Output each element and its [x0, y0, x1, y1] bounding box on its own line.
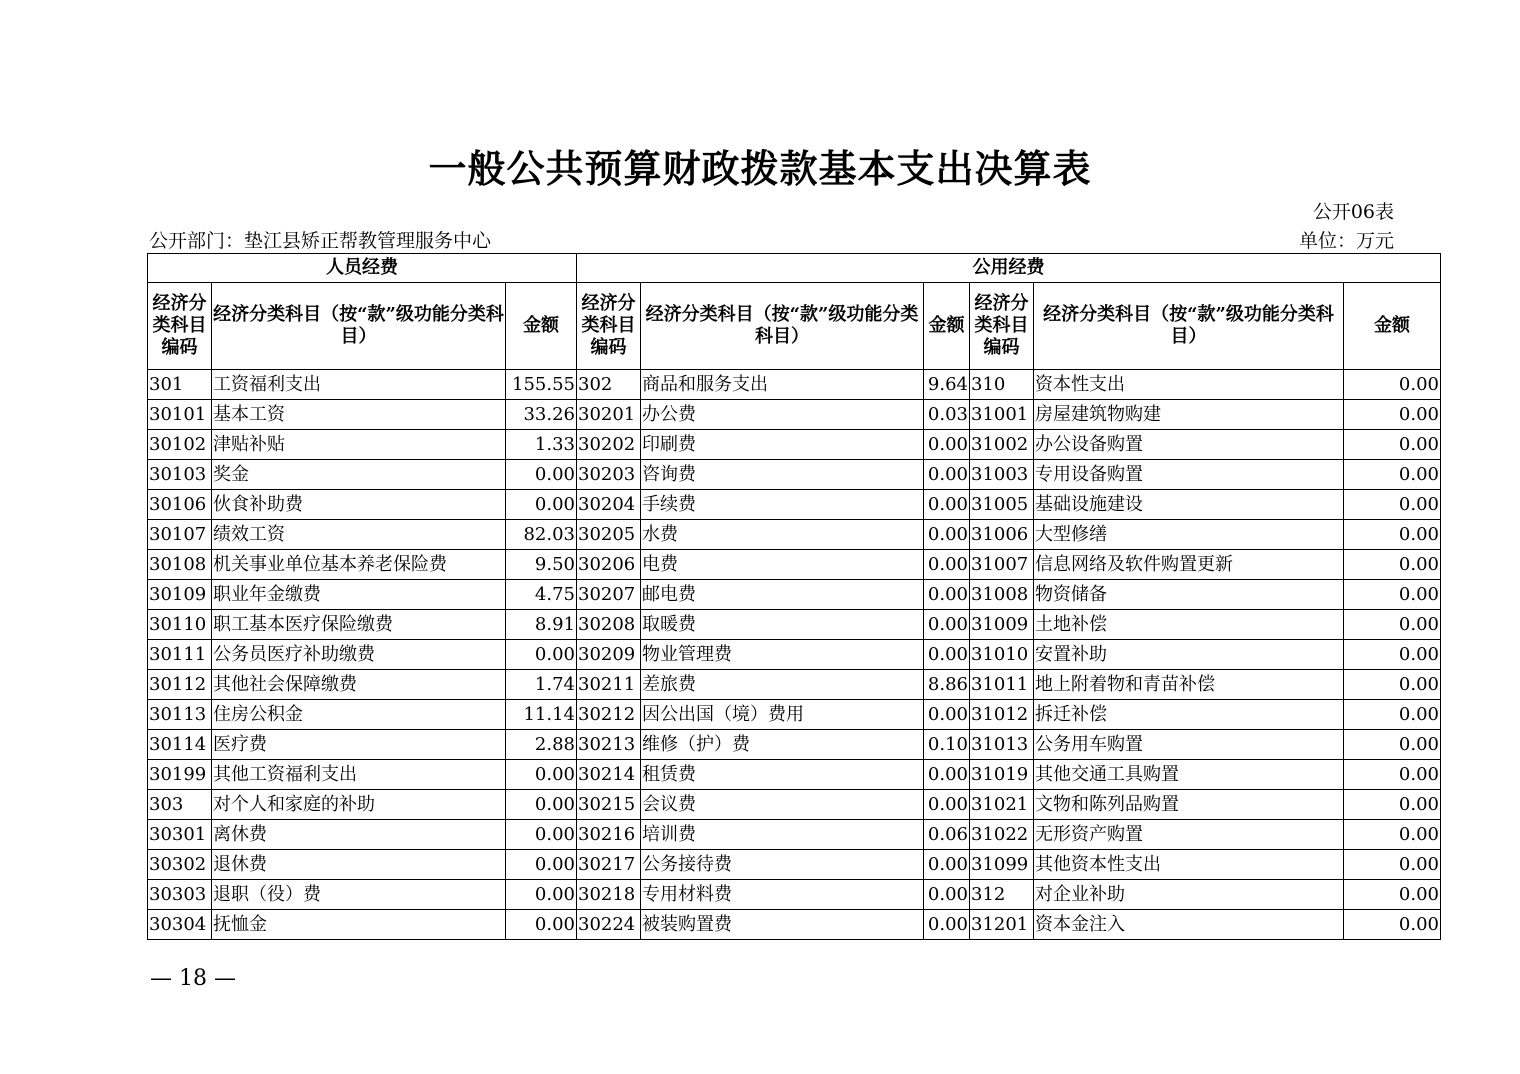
item-name-cell: 基本工资 [212, 400, 506, 430]
amount-cell: 4.75 [506, 580, 577, 610]
code-cell: 30217 [577, 850, 641, 880]
code-cell: 30101 [148, 400, 212, 430]
code-cell: 30199 [148, 760, 212, 790]
code-cell: 30213 [577, 730, 641, 760]
amount-cell: 0.00 [1344, 400, 1441, 430]
code-cell: 30209 [577, 640, 641, 670]
item-name-cell: 邮电费 [641, 580, 924, 610]
amount-cell: 155.55 [506, 370, 577, 400]
item-name-cell: 退休费 [212, 850, 506, 880]
code-cell: 31010 [970, 640, 1034, 670]
amount-cell: 0.00 [1344, 610, 1441, 640]
amount-cell: 0.00 [1344, 370, 1441, 400]
amount-cell: 0.10 [924, 730, 970, 760]
code-cell: 30106 [148, 490, 212, 520]
code-cell: 31005 [970, 490, 1034, 520]
code-cell: 30111 [148, 640, 212, 670]
code-cell: 30211 [577, 670, 641, 700]
code-cell: 30207 [577, 580, 641, 610]
item-name-cell: 文物和陈列品购置 [1034, 790, 1344, 820]
amount-cell: 0.00 [924, 760, 970, 790]
code-cell: 30110 [148, 610, 212, 640]
amount-cell: 0.00 [1344, 460, 1441, 490]
item-name-cell: 津贴补贴 [212, 430, 506, 460]
item-name-cell: 住房公积金 [212, 700, 506, 730]
amount-cell: 0.00 [506, 850, 577, 880]
table-row [148, 520, 1441, 550]
table-row [148, 400, 1441, 430]
code-cell: 30214 [577, 760, 641, 790]
amount-cell: 0.00 [1344, 640, 1441, 670]
amount-cell: 0.00 [924, 610, 970, 640]
item-name-cell: 差旅费 [641, 670, 924, 700]
item-name-cell: 其他交通工具购置 [1034, 760, 1344, 790]
item-name-cell: 会议费 [641, 790, 924, 820]
code-cell: 31099 [970, 850, 1034, 880]
amount-cell: 0.00 [924, 790, 970, 820]
code-cell: 30208 [577, 610, 641, 640]
header-amount: 金额 [924, 283, 970, 370]
amount-cell: 0.00 [924, 910, 970, 940]
code-cell: 30109 [148, 580, 212, 610]
item-name-cell: 绩效工资 [212, 520, 506, 550]
code-cell: 30302 [148, 850, 212, 880]
item-name-cell: 维修（护）费 [641, 730, 924, 760]
item-name-cell: 抚恤金 [212, 910, 506, 940]
amount-cell: 0.00 [924, 430, 970, 460]
item-name-cell: 手续费 [641, 490, 924, 520]
item-name-cell: 专用设备购置 [1034, 460, 1344, 490]
amount-cell: 0.00 [924, 520, 970, 550]
header-amount: 金额 [1344, 283, 1441, 370]
amount-cell: 0.00 [924, 460, 970, 490]
page-title: 一般公共预算财政拨款基本支出决算表 [428, 146, 1092, 191]
item-name-cell: 安置补助 [1034, 640, 1344, 670]
amount-cell: 0.00 [1344, 730, 1441, 760]
item-name-cell: 医疗费 [212, 730, 506, 760]
amount-cell: 9.50 [506, 550, 577, 580]
item-name-cell: 其他资本性支出 [1034, 850, 1344, 880]
amount-cell: 82.03 [506, 520, 577, 550]
item-name-cell: 信息网络及软件购置更新 [1034, 550, 1344, 580]
amount-cell: 0.00 [1344, 820, 1441, 850]
code-cell: 30114 [148, 730, 212, 760]
item-name-cell: 房屋建筑物购建 [1034, 400, 1344, 430]
code-cell: 302 [577, 370, 641, 400]
code-cell: 30107 [148, 520, 212, 550]
amount-cell: 0.00 [1344, 670, 1441, 700]
table-body [148, 370, 1441, 940]
item-name-cell: 奖金 [212, 460, 506, 490]
code-cell: 312 [970, 880, 1034, 910]
group-header-public: 公用经费 [577, 254, 1441, 283]
amount-cell: 0.00 [1344, 430, 1441, 460]
amount-cell: 0.06 [924, 820, 970, 850]
table-row [148, 760, 1441, 790]
code-cell: 30113 [148, 700, 212, 730]
item-name-cell: 职业年金缴费 [212, 580, 506, 610]
code-cell: 31009 [970, 610, 1034, 640]
table-row [148, 610, 1441, 640]
code-cell: 30304 [148, 910, 212, 940]
unit-label: 单位：万元 [1298, 230, 1394, 252]
table-row [148, 790, 1441, 820]
item-name-cell: 取暖费 [641, 610, 924, 640]
amount-cell: 0.00 [924, 490, 970, 520]
item-name-cell: 拆迁补偿 [1034, 700, 1344, 730]
amount-cell: 0.00 [506, 490, 577, 520]
item-name-cell: 物资储备 [1034, 580, 1344, 610]
item-name-cell: 专用材料费 [641, 880, 924, 910]
amount-cell: 0.00 [506, 790, 577, 820]
code-cell: 30103 [148, 460, 212, 490]
item-name-cell: 其他社会保障缴费 [212, 670, 506, 700]
table-row [148, 430, 1441, 460]
amount-cell: 11.14 [506, 700, 577, 730]
amount-cell: 0.03 [924, 400, 970, 430]
amount-cell: 8.86 [924, 670, 970, 700]
code-cell: 31021 [970, 790, 1034, 820]
amount-cell: 9.64 [924, 370, 970, 400]
code-cell: 31012 [970, 700, 1034, 730]
item-name-cell: 基础设施建设 [1034, 490, 1344, 520]
item-name-cell: 资本性支出 [1034, 370, 1344, 400]
table-row [148, 670, 1441, 700]
code-cell: 31011 [970, 670, 1034, 700]
code-cell: 31019 [970, 760, 1034, 790]
code-cell: 31008 [970, 580, 1034, 610]
header-amount: 金额 [506, 283, 577, 370]
item-name-cell: 咨询费 [641, 460, 924, 490]
amount-cell: 8.91 [506, 610, 577, 640]
item-name-cell: 对个人和家庭的补助 [212, 790, 506, 820]
table-row [148, 910, 1441, 940]
amount-cell: 0.00 [924, 880, 970, 910]
code-cell: 30203 [577, 460, 641, 490]
item-name-cell: 因公出国（境）费用 [641, 700, 924, 730]
amount-cell: 0.00 [1344, 490, 1441, 520]
item-name-cell: 水费 [641, 520, 924, 550]
item-name-cell: 对企业补助 [1034, 880, 1344, 910]
code-cell: 30303 [148, 880, 212, 910]
code-cell: 31003 [970, 460, 1034, 490]
amount-cell: 0.00 [506, 820, 577, 850]
item-name-cell: 其他工资福利支出 [212, 760, 506, 790]
amount-cell: 0.00 [1344, 580, 1441, 610]
header-code: 经济分类科目编码 [148, 283, 212, 370]
item-name-cell: 培训费 [641, 820, 924, 850]
table-row [148, 640, 1441, 670]
header-item: 经济分类科目（按“款”级功能分类科目） [1034, 283, 1344, 370]
header-code: 经济分类科目编码 [970, 283, 1034, 370]
table-row [148, 880, 1441, 910]
header-code: 经济分类科目编码 [577, 283, 641, 370]
code-cell: 303 [148, 790, 212, 820]
amount-cell: 0.00 [1344, 790, 1441, 820]
amount-cell: 0.00 [506, 760, 577, 790]
amount-cell: 2.88 [506, 730, 577, 760]
code-cell: 30212 [577, 700, 641, 730]
code-cell: 30218 [577, 880, 641, 910]
amount-cell: 1.74 [506, 670, 577, 700]
table-row [148, 370, 1441, 400]
table-number: 公开06表 [1312, 201, 1394, 223]
amount-cell: 0.00 [1344, 700, 1441, 730]
code-cell: 30205 [577, 520, 641, 550]
code-cell: 30102 [148, 430, 212, 460]
table-row [148, 820, 1441, 850]
item-name-cell: 办公费 [641, 400, 924, 430]
code-cell: 31001 [970, 400, 1034, 430]
amount-cell: 1.33 [506, 430, 577, 460]
amount-cell: 0.00 [1344, 880, 1441, 910]
amount-cell: 0.00 [1344, 760, 1441, 790]
code-cell: 31007 [970, 550, 1034, 580]
table-row [148, 700, 1441, 730]
amount-cell: 0.00 [506, 910, 577, 940]
table-row [148, 550, 1441, 580]
page-number: — 18 — [150, 966, 236, 991]
item-name-cell: 地上附着物和青苗补偿 [1034, 670, 1344, 700]
code-cell: 31201 [970, 910, 1034, 940]
amount-cell: 0.00 [1344, 910, 1441, 940]
header-item: 经济分类科目（按“款”级功能分类科目） [641, 283, 924, 370]
item-name-cell: 土地补偿 [1034, 610, 1344, 640]
table-row [148, 850, 1441, 880]
table-row [148, 490, 1441, 520]
table-row [148, 730, 1441, 760]
item-name-cell: 资本金注入 [1034, 910, 1344, 940]
header-item: 经济分类科目（按“款”级功能分类科目） [212, 283, 506, 370]
item-name-cell: 大型修缮 [1034, 520, 1344, 550]
item-name-cell: 物业管理费 [641, 640, 924, 670]
code-cell: 30206 [577, 550, 641, 580]
item-name-cell: 印刷费 [641, 430, 924, 460]
code-cell: 30201 [577, 400, 641, 430]
amount-cell: 0.00 [1344, 850, 1441, 880]
item-name-cell: 无形资产购置 [1034, 820, 1344, 850]
department-label: 公开部门：垫江县矫正帮教管理服务中心 [149, 230, 492, 252]
item-name-cell: 公务用车购置 [1034, 730, 1344, 760]
code-cell: 30301 [148, 820, 212, 850]
expenditure-table [147, 253, 1441, 940]
item-name-cell: 退职（役）费 [212, 880, 506, 910]
item-name-cell: 办公设备购置 [1034, 430, 1344, 460]
code-cell: 31006 [970, 520, 1034, 550]
item-name-cell: 公务员医疗补助缴费 [212, 640, 506, 670]
item-name-cell: 离休费 [212, 820, 506, 850]
item-name-cell: 电费 [641, 550, 924, 580]
amount-cell: 0.00 [1344, 550, 1441, 580]
amount-cell: 0.00 [924, 550, 970, 580]
table-row [148, 580, 1441, 610]
amount-cell: 0.00 [924, 640, 970, 670]
code-cell: 31013 [970, 730, 1034, 760]
item-name-cell: 职工基本医疗保险缴费 [212, 610, 506, 640]
amount-cell: 0.00 [924, 700, 970, 730]
amount-cell: 33.26 [506, 400, 577, 430]
group-header-personnel: 人员经费 [148, 254, 577, 283]
item-name-cell: 公务接待费 [641, 850, 924, 880]
code-cell: 31022 [970, 820, 1034, 850]
code-cell: 30204 [577, 490, 641, 520]
code-cell: 30215 [577, 790, 641, 820]
amount-cell: 0.00 [506, 640, 577, 670]
code-cell: 30112 [148, 670, 212, 700]
code-cell: 30108 [148, 550, 212, 580]
amount-cell: 0.00 [1344, 520, 1441, 550]
amount-cell: 0.00 [924, 850, 970, 880]
code-cell: 30224 [577, 910, 641, 940]
amount-cell: 0.00 [506, 880, 577, 910]
item-name-cell: 工资福利支出 [212, 370, 506, 400]
amount-cell: 0.00 [924, 580, 970, 610]
code-cell: 310 [970, 370, 1034, 400]
item-name-cell: 机关事业单位基本养老保险费 [212, 550, 506, 580]
item-name-cell: 被装购置费 [641, 910, 924, 940]
code-cell: 30202 [577, 430, 641, 460]
table-row [148, 460, 1441, 490]
item-name-cell: 伙食补助费 [212, 490, 506, 520]
code-cell: 30216 [577, 820, 641, 850]
code-cell: 301 [148, 370, 212, 400]
item-name-cell: 租赁费 [641, 760, 924, 790]
code-cell: 31002 [970, 430, 1034, 460]
amount-cell: 0.00 [506, 460, 577, 490]
item-name-cell: 商品和服务支出 [641, 370, 924, 400]
